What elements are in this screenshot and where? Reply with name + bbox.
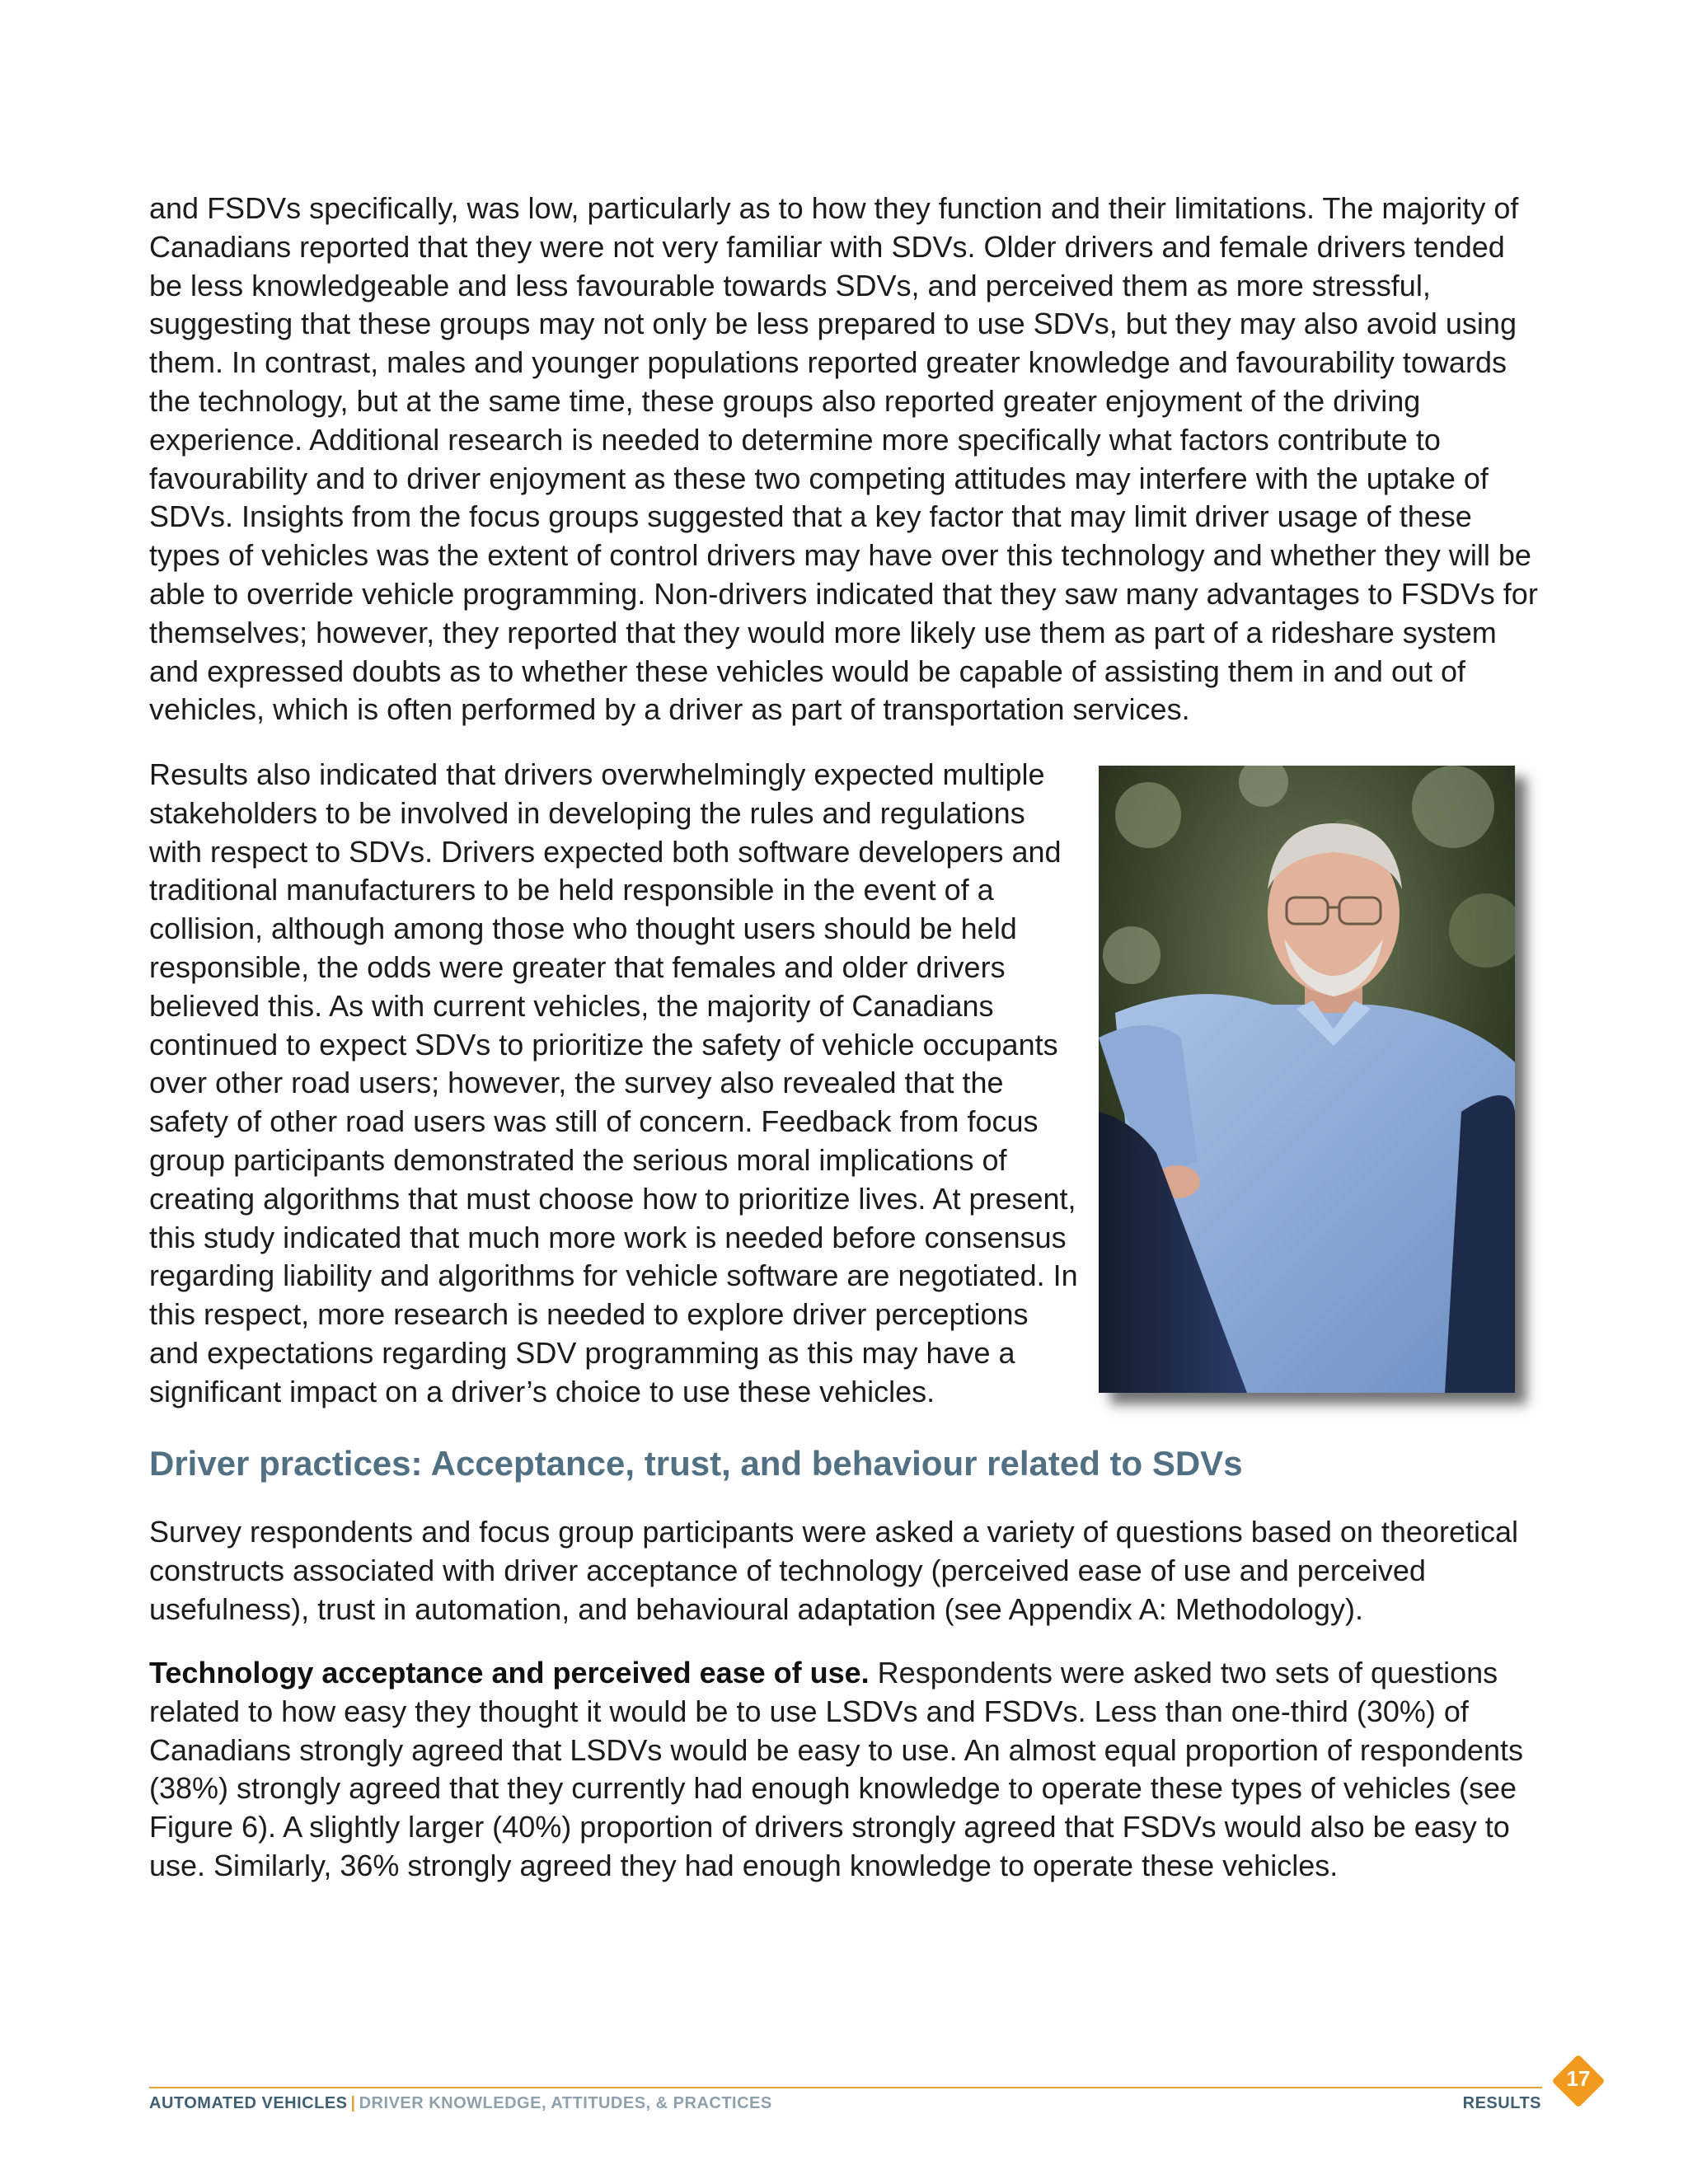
paragraph-4-body: Respondents were asked two sets of questions related to how easy they thought it would be to use LSDVs and FSDVs. Less than one-third (30%) of Canadians strongly agreed that LSDVs would be easy to use. An almost equal proportion of respondents (38%) strongly agreed that they currently had enough knowledge to operate these types of vehicles (see Figure 6). A slightly larger (40%) proportion of drivers strongly agreed that FSDVs would also be easy to use. Similarly, 36% strongly agreed they had enough knowledge to operate these vehicles. (149, 1656, 1524, 1882)
page-number-badge (1553, 2055, 1604, 2107)
body-paragraph-1: and FSDVs specifically, was low, particularly as to how they function and their limitations. The majority of Canadians reported that they were not very familiar with SDVs. Older drivers and female drivers tended be less knowledgeable and less favourable towards SDVs, and perceived them as more stressful, suggesting that these groups may not only be less prepared to use SDVs, but they may also avoid using them. In contrast, males and younger populations reported greater knowledge and favourability towards the technology, but at the same time, these groups also reported greater enjoyment of the driving experience. Additional research is needed to determine more specifically what factors contribute to favourability and to driver enjoyment as these two competing attitudes may interfere with the uptake of SDVs. Insights from the focus groups suggested that a key factor that may limit driver usage of these types of vehicles was the extent of control drivers may have over this technology and whether they will be able to override vehicle programming. Non-drivers indicated that they saw many advantages to FSDVs for themselves; however, they reported that they would more likely use them as part of a rideshare system and expressed doubts as to whether these vehicles would be capable of assisting them in and out of vehicles, which is often performed by a driver as part of transportation services. (149, 191, 1538, 727)
footer-separator: | (350, 2094, 356, 2112)
body-paragraph-2: Results also indicated that drivers overwhelmingly expected multiple stakeholders to be involved in developing the rules and regulations with respect to SDVs. Drivers expected both software developers and traditional manufacturers to be held responsible in the event of a collision, although among those who thought users should be held responsible, the odds were greater that females and older drivers believed this. As with current vehicles, the majority of Canadians continued to expect SDVs to prioritize the safety of vehicle occupants over other road users; however, the survey also revealed that the safety of other road users was still of concern. Feedback from focus group participants demonstrated the serious moral implications of creating algorithms that must choose how to prioritize lives. At present, this study indicated that much more work is needed before consensus regarding liability and algorithms for vehicle software are negotiated. In this respect, more research is needed to explore driver perceptions and expectations regarding SDV programming as this may have a significant impact on a driver’s choice to use these vehicles. (149, 757, 1078, 1408)
footer-section-label: RESULTS (1462, 2094, 1541, 2112)
footer-title: AUTOMATED VEHICLES (149, 2094, 348, 2112)
body-paragraph-4 (149, 1654, 1542, 1886)
body-paragraph-3: Survey respondents and focus group participants were asked a variety of questions based on theoretical constructs associated with driver acceptance of technology (perceived ease of use and perceived usefulness), trust in automation, and behavioural adaptation (see Appendix A: Methodology). (149, 1515, 1518, 1626)
paragraph-4-lead: Technology acceptance and perceived ease of use. (149, 1656, 870, 1690)
footer-subtitle: DRIVER KNOWLEDGE, ATTITUDES, & PRACTICES (359, 2094, 772, 2112)
section-heading: Driver practices: Acceptance, trust, and behaviour related to SDVs (149, 1444, 1243, 1483)
driver-portrait-photo (1099, 766, 1515, 1393)
footer-rule (149, 2087, 1542, 2088)
footer-running-title (149, 2094, 772, 2113)
page-number: 17 (1566, 2065, 1591, 2091)
